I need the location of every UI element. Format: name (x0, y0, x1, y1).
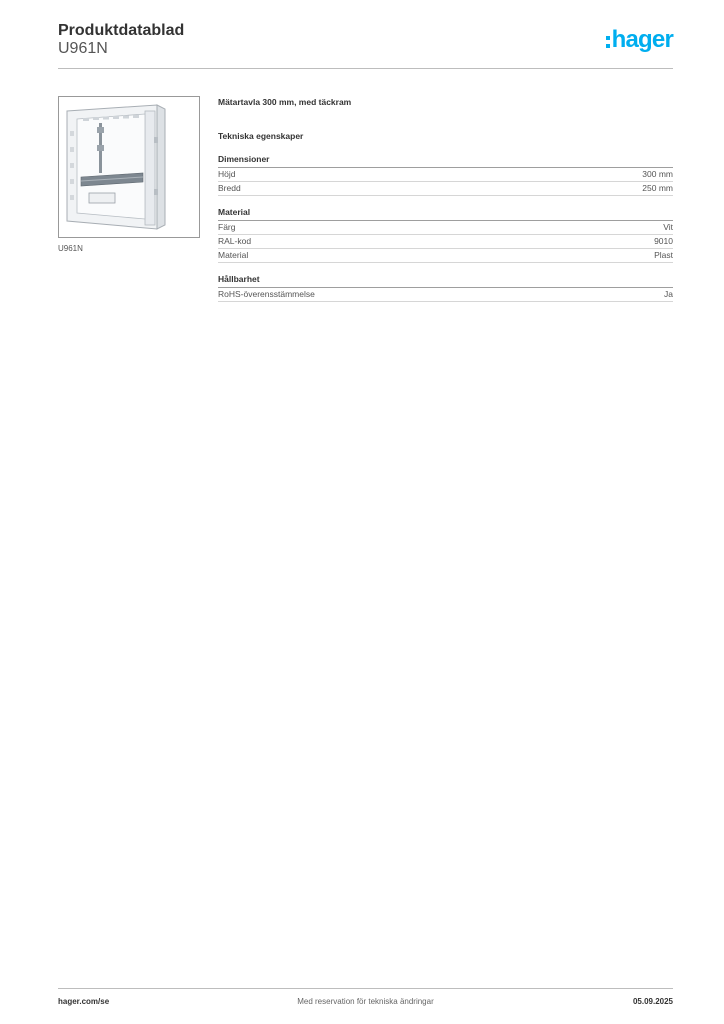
spec-value: Vit (663, 222, 673, 232)
spec-row (218, 182, 673, 196)
image-caption: U961N (58, 244, 83, 253)
spec-value: Ja (664, 289, 673, 299)
product-image (58, 96, 200, 238)
document-title: Produktdatablad (58, 22, 185, 39)
spec-value: 250 mm (642, 183, 673, 193)
footer-divider (58, 988, 673, 989)
spec-row (218, 249, 673, 263)
product-description: Mätartavla 300 mm, med täckram (218, 97, 352, 107)
product-code: U961N (58, 40, 108, 57)
group-title: Dimensioner (218, 154, 673, 168)
page-footer (58, 997, 673, 1009)
spec-label: RAL-kod (218, 236, 252, 246)
spec-row (218, 168, 673, 182)
spec-group-dimensions (218, 154, 673, 196)
spec-row (218, 288, 673, 302)
spec-label: Bredd (218, 183, 241, 193)
spec-label: RoHS-överensstämmelse (218, 289, 315, 299)
footer-date: 05.09.2025 (632, 997, 673, 1006)
spec-row (218, 221, 673, 235)
hager-logo (606, 26, 673, 54)
group-title: Material (218, 207, 673, 221)
spec-group-sustainability (218, 274, 673, 302)
meter-board-illustration (59, 97, 199, 237)
spec-content (218, 96, 673, 302)
spec-value: 9010 (654, 236, 673, 246)
spec-value: 300 mm (642, 169, 673, 179)
footer-website-link[interactable]: hager.com/se (58, 997, 110, 1006)
header-divider (58, 68, 673, 69)
spec-label: Material (218, 250, 249, 260)
group-title: Hållbarhet (218, 274, 673, 288)
spec-row (218, 235, 673, 249)
section-title: Tekniska egenskaper (218, 131, 304, 141)
logo-dots-icon (606, 36, 610, 48)
spec-label: Färg (218, 222, 236, 232)
spec-value: Plast (654, 250, 673, 260)
spec-label: Höjd (218, 169, 236, 179)
logo-wordmark: hager (611, 26, 673, 53)
page-header (58, 20, 673, 68)
footer-note: Med reservation för tekniska ändringar (297, 997, 434, 1006)
spec-group-material (218, 207, 673, 263)
